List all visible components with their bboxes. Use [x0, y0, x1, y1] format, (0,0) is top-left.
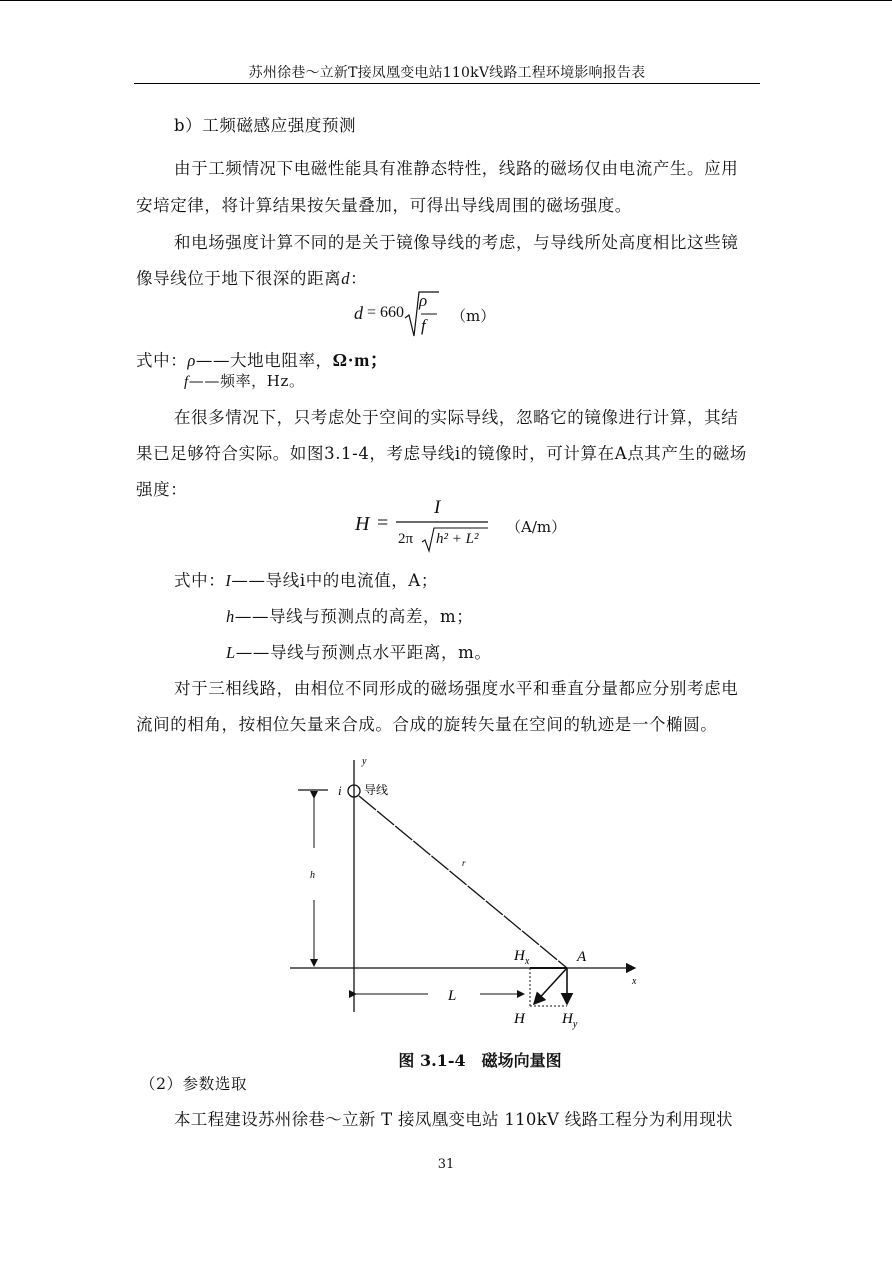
- para1-line2: 安培定律，将计算结果按矢量叠加，可得出导线周围的磁场强度。: [136, 196, 632, 215]
- x-axis-label: x: [632, 976, 637, 987]
- subsection-title: （2）参数选取: [140, 1075, 248, 1093]
- para5: 本工程建设苏州徐巷～立新 T 接凤凰变电站 110kV 线路工程分为利用现状: [174, 1110, 733, 1129]
- para2-line1: 和电场强度计算不同的是关于镜像导线的考虑，与导线所处高度相比这些镜: [174, 233, 739, 252]
- label-Hx: $H_x$: [514, 948, 530, 967]
- where-I: 式中：I——导线i中的电流值，A；: [174, 571, 438, 590]
- para4-line2: 流间的相角，按相位矢量来合成。合成的旋转矢量在空间的轨迹是一个椭圆。: [136, 715, 718, 734]
- page-header: 苏州徐巷～立新T接凤凰变电站110kV线路工程环境影响报告表: [248, 65, 646, 81]
- para3-line3: 强度：: [136, 480, 188, 499]
- header-rule: [134, 83, 760, 84]
- section-title: b）工频磁感应强度预测: [174, 116, 357, 135]
- label-Hy: $H_y$: [562, 1011, 578, 1030]
- label-A: A: [577, 949, 587, 965]
- page-number: 31: [437, 1157, 455, 1172]
- top-border: [0, 0, 892, 1]
- label-conductor: 导线: [364, 783, 389, 797]
- where-L: L——导线与预测点水平距离，m。: [226, 643, 492, 662]
- label-i: i: [338, 783, 342, 798]
- label-r: r: [462, 858, 466, 868]
- line-r: [359, 796, 567, 968]
- label-L: L: [448, 988, 457, 1004]
- para4-line1: 对于三相线路，由相位不同形成的磁场强度水平和垂直分量都应分别考虑电: [174, 679, 739, 698]
- vector-H: [534, 968, 567, 1004]
- para3-line2: 果已足够符合实际。如图3.1-4，考虑导线i的镜像时，可计算在A点其产生的磁场: [136, 444, 747, 463]
- label-H: H: [514, 1011, 525, 1027]
- where-rho: 式中：ρ——大地电阻率，Ω·m；: [136, 350, 389, 370]
- figure-caption: 图 3.1-4 磁场向量图: [398, 1051, 562, 1070]
- label-h: h: [310, 870, 315, 881]
- para3-line1: 在很多情况下，只考虑处于空间的实际导线，忽略它的镜像进行计算，其结: [174, 408, 739, 427]
- where-h: h——导线与预测点的高差，m；: [226, 607, 474, 626]
- magnetic-field-vector-diagram: [280, 752, 660, 1037]
- where-f: f——频率，Hz。: [184, 372, 305, 390]
- y-axis-label: y: [362, 756, 367, 767]
- para1-line1: 由于工频情况下电磁性能具有准静态特性，线路的磁场仅由电流产生。应用: [174, 159, 739, 178]
- para2-line2: 像导线位于地下很深的距离d：: [136, 269, 368, 288]
